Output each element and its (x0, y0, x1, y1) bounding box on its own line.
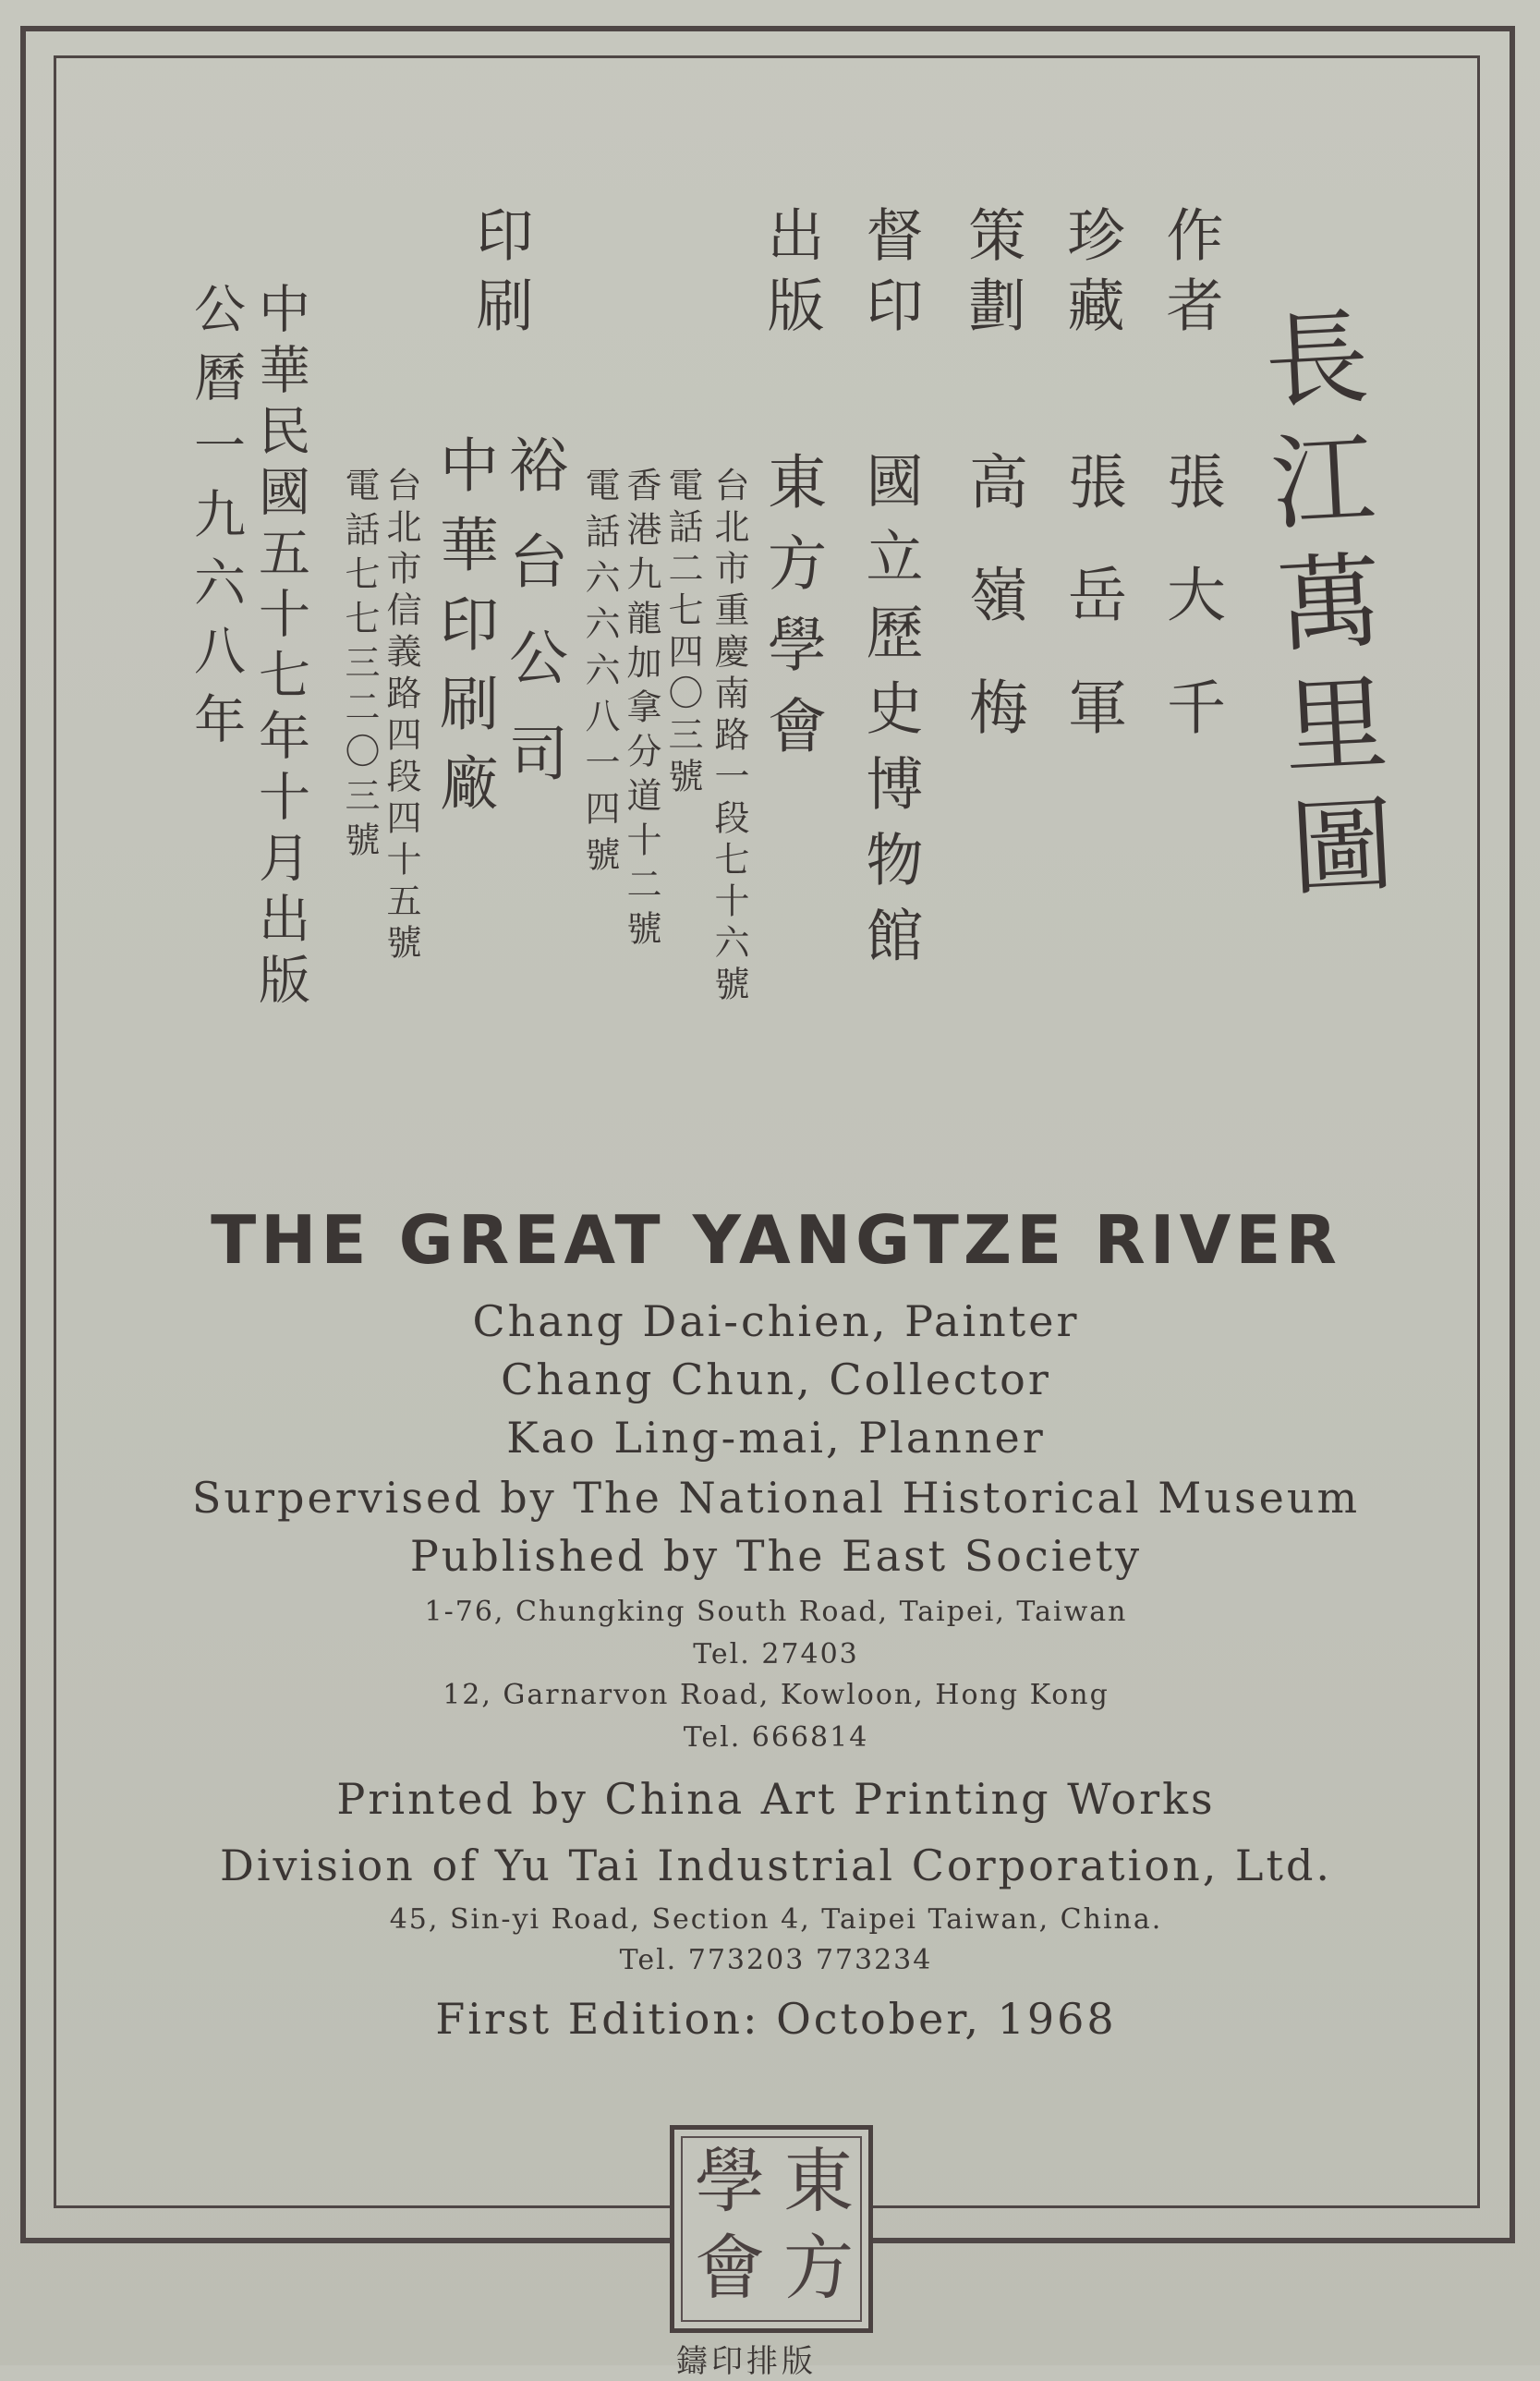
publisher-address-hk: 香港九龍加拿分道十二號 (621, 467, 661, 954)
printer-address: 台北市信義路四段四十五號 (381, 467, 421, 966)
seal-char-hui: 會 (695, 2227, 765, 2309)
seal-char-xue: 學 (695, 2140, 765, 2222)
calligraphy-title: 長江萬里圖 (1244, 302, 1398, 917)
publisher-credit: Published by The East Society (409, 1531, 1143, 1581)
supervisor-role: 督印 (856, 205, 924, 346)
printer-works: 中華印刷廠 (430, 434, 498, 832)
painter-credit: Chang Dai-chien, Painter (472, 1296, 1080, 1346)
publication-date-ad: 公曆一九六八年 (186, 282, 246, 760)
publisher-role: 出版 (758, 205, 825, 346)
supervisor-name: 國立歷史博物館 (856, 451, 924, 981)
planner-name: 高嶺梅 (959, 451, 1027, 789)
printer-division: Division of Yu Tai Industrial Corporation, Ltd. (219, 1840, 1333, 1890)
edition-line: First Edition: October, 1968 (435, 1994, 1117, 2044)
seal-caption: 鑄印排版 (676, 2343, 817, 2380)
publisher-address-hk-en: 12, Garnarvon Road, Kowloon, Hong Kong (443, 1679, 1110, 1711)
publication-date-roc: 中華民國五十七年十月出版 (250, 282, 310, 1014)
supervisor-credit: Surpervised by The National Historical Museum (191, 1473, 1361, 1523)
publisher-tel-taipei-en: Tel. 27403 (693, 1638, 859, 1670)
author-role: 作者 (1157, 205, 1224, 346)
author-name: 張大千 (1157, 451, 1225, 789)
planner-credit: Kao Ling-mai, Planner (506, 1413, 1046, 1463)
planner-role: 策劃 (959, 205, 1026, 346)
seal-char-east: 東 (783, 2140, 854, 2222)
publisher-tel-taipei: 電話二七四〇三號 (662, 467, 703, 799)
seal-char-fang: 方 (783, 2227, 854, 2309)
printer-role: 印刷 (467, 205, 534, 346)
collector-credit: Chang Chun, Collector (501, 1354, 1051, 1404)
publisher-tel-hk-en: Tel. 666814 (683, 1721, 869, 1754)
publisher-tel-hk: 電話六六六八一四號 (579, 467, 620, 882)
publisher-address-taipei: 台北市重慶南路一段七十六號 (709, 467, 749, 1007)
collector-role: 珍藏 (1058, 205, 1125, 346)
publisher-address-taipei-en: 1-76, Chungking South Road, Taipei, Taiwan (424, 1596, 1128, 1628)
publisher-name: 東方學會 (758, 451, 826, 776)
english-title: THE GREAT YANGTZE RIVER (211, 1201, 1341, 1279)
collector-name: 張岳軍 (1058, 451, 1126, 789)
printer-tel-en: Tel. 773203 773234 (619, 1944, 933, 1976)
printer-tel: 電話七七三二〇三號 (339, 467, 380, 866)
printer-credit: Printed by China Art Printing Works (336, 1774, 1216, 1824)
east-society-seal (670, 2125, 873, 2333)
printer-company: 裕台公司 (499, 434, 567, 819)
printer-address-en: 45, Sin-yi Road, Section 4, Taipei Taiwan, China. (389, 1903, 1163, 1936)
